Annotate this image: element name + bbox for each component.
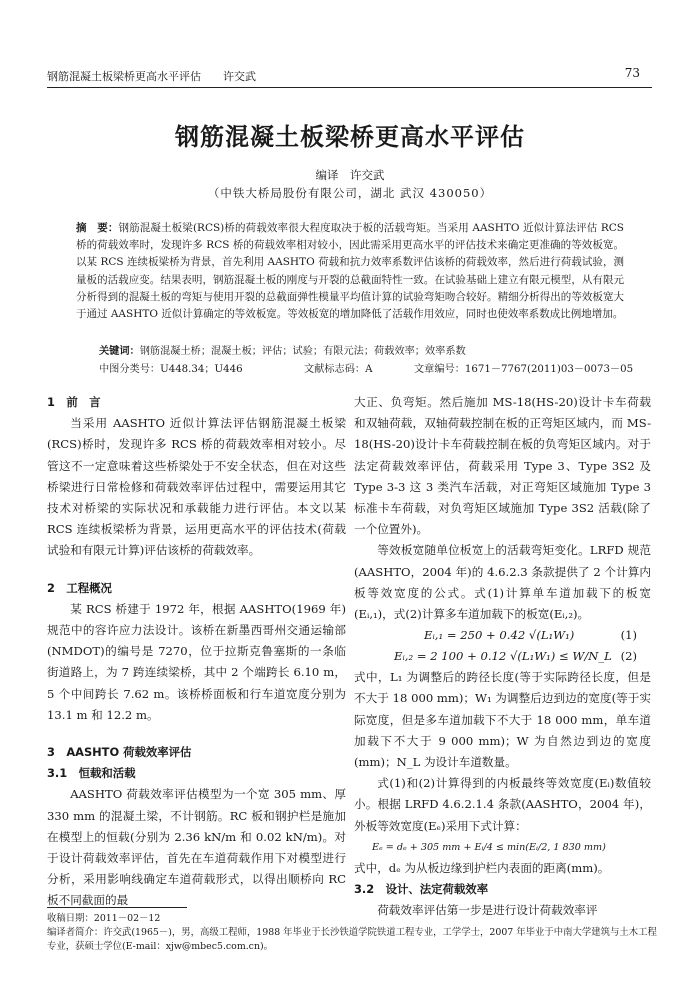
equation-1-number: (1) <box>620 628 637 643</box>
article-number: 文章编号：1671－7767(2011)03－0073－05 <box>414 364 634 375</box>
section-3-1-paragraph: AASHTO 荷载效率评估模型为一个宽 305 mm、厚 330 mm 的混凝土梁，不计钢筋。RC 板和钢护栏是施加在模型上的恒载(分别为 2.36 kN/m 和 0.02 kN/m)。对于设计荷载效率评估，首先在车道荷载作用下对模型进行分析，采用影响线确定车道荷载形式，以得出顺桥向 RC 板不同截面的最 <box>47 787 346 908</box>
equivalent-width-paragraph: 等效板宽随单位板宽上的活载弯矩变化。LRFD 规范(AASHTO，2004 年)的 4.6.2.3 条款提供了 2 个计算内板等效宽度的公式。式(1)计算单车道加载下的板宽(Eᵢ,₁)，式(2)计算多车道加载下的板宽(Eᵢ,₂)。 <box>354 543 651 622</box>
section-3-2-heading: 3.2 设计、法定荷载效率 <box>354 882 489 897</box>
section-3-2-paragraph: 荷载效率评估第一步是进行设计荷载效率评 <box>377 903 598 918</box>
received-date: 收稿日期：2011－02－12 <box>47 913 161 924</box>
footnote-divider <box>47 907 187 908</box>
equation-3-note: 式中，dₑ 为从板边缘到护栏内表面的距离(mm)。 <box>354 860 610 875</box>
footnote <box>47 912 657 954</box>
keywords-text: 钢筋混凝土桥；混凝土板；评估；试验；有限元法；荷载效率；效率系数 <box>139 346 466 357</box>
equation-2-body: Eᵢ,₂ = 2 100 + 0.12 √(L₁W₁) ≤ W/N_L <box>394 649 612 664</box>
clc-number: 中图分类号：U448.34；U446 <box>99 364 243 375</box>
section-1-heading: 1 前 言 <box>47 395 101 409</box>
page-number: 73 <box>624 66 640 80</box>
equation-1 <box>354 625 651 646</box>
author-line: 编译 许交武 <box>315 168 385 182</box>
continued-paragraph: 大正、负弯矩。然后施加 MS-18(HS-20)设计卡车荷载和双轴荷载，双轴荷载控制在板的正弯矩区域内，而 MS-18(HS-20)设计卡车荷载控制在板的负弯矩区域内。对于法定荷载效率评估，荷载采用 Type 3、Type 3S2 及 Type 3-3 这 3 类汽车活载，对正弯矩区域施加 Type 3 标准卡车荷载，对负弯矩区域施加 Type 3S2 活载(除了一个位置外)。 <box>354 395 651 537</box>
left-column <box>47 392 346 912</box>
paper-title: 钢筋混凝土板梁桥更高水平评估 <box>175 122 525 151</box>
section-2-heading: 2 工程概况 <box>47 580 112 595</box>
equation-2-number: (2) <box>620 649 637 664</box>
section-3-1-heading: 3.1 恒载和活载 <box>47 766 136 781</box>
equation-3 <box>354 837 651 858</box>
exterior-width-paragraph: 式(1)和(2)计算得到的内板最终等效宽度(Eᵢ)数值较小。根据 LRFD 4.6.2.1.4 条款(AASHTO，2004 年)，外板等效宽度(Eₑ)采用下式计算： <box>354 776 651 833</box>
abstract-label: 摘 要： <box>76 222 119 234</box>
keywords <box>99 342 624 357</box>
equation-3-body: Eₑ = dₑ + 305 mm + Eᵢ/4 ≤ min(Eᵢ/2, 1 830 mm) <box>372 841 606 853</box>
section-3-heading: 3 AASHTO 荷载效率评估 <box>47 745 192 760</box>
header-divider <box>47 87 652 88</box>
abstract <box>76 220 624 323</box>
running-header-title: 钢筋混凝土板梁桥更高水平评估 许交武 <box>47 70 256 83</box>
document-code: 文献标志码：A <box>304 364 373 375</box>
section-1-paragraph: 当采用 AASHTO 近似计算法评估钢筋混凝土板梁(RCS)桥时，发现许多 RCS 桥的荷载效率相对较小。尽管这不一定意味着这些桥梁处于不安全状态，但在对这些桥梁进行日常检修和荷载效率评估过程中，需要运用其它技术对桥梁的实际状况和承载能力进行评估。本文以某 RCS 连续板梁桥为背景，运用更高水平的评估技术(荷载试验和有限元计算)评估该桥的荷载效率。 <box>47 416 346 558</box>
equation-2 <box>354 646 651 667</box>
abstract-text: 钢筋混凝土板梁(RCS)桥的荷载效率很大程度取决于板的活载弯矩。当采用 AASHTO 近似计算法评估 RCS 桥的荷载效率时，发现许多 RCS 桥的荷载效率相对较小，因此需采用更高水平的评估技术来确定更准确的等效板宽。以某 RCS 连续板梁桥为背景，首先利用 AASHTO 荷载和抗力效率系数评估该桥的荷载效率，然后进行荷载试验，测量板的活载应变。结果表明，钢筋混凝土板的刚度与开裂的总截面特性一致。在试验基础上建立有限元模型，从有限元分析得到的混凝土板的弯矩与使用开裂的总截面弹性模量平均值计算的试验弯矩吻合较好。精细分析得出的等效板宽大于通过 AASHTO 近似计算确定的等效板宽。等效板宽的增加降低了活载作用效应，同时也使效率系数成比例地增加。 <box>76 222 624 321</box>
section-2-paragraph: 某 RCS 桥建于 1972 年，根据 AASHTO(1969 年)规范中的容许应力法设计。该桥在新墨西哥州交通运输部(NMDOT)的编号是 7270，位于拉斯克鲁塞斯的一条临街道路上，为 7 跨连续梁桥，其中 2 个端跨长 6.10 m，5 个中间跨长 7.62 m。该桥桥面板和行车道宽度分别为 13.1 m 和 12.2 m。 <box>47 601 346 722</box>
equation-variables-paragraph: 式中，L₁ 为调整后的跨径长度(等于实际跨径长度，但是不大于 18 000 mm)；W₁ 为调整后边到边的宽度(等于实际宽度，但是多车道加载下不大于 18 000 mm，单车道加载下不大于 9 000 mm)；W 为自然边到边的宽度(mm)；N_L 为设计车道数量。 <box>354 670 651 770</box>
right-column <box>354 392 651 921</box>
keywords-label: 关键词： <box>99 345 140 357</box>
equation-1-body: Eᵢ,₁ = 250 + 0.42 √(L₁W₁) <box>424 628 575 643</box>
affiliation-line: （中铁大桥局股份有限公司，湖北 武汉 430050） <box>207 186 493 200</box>
author-bio: 编译者简介：许交武(1965－)，男，高级工程师，1988 年毕业于长沙铁道学院铁道工程专业，工学学士，2007 年毕业于中南大学建筑与土木工程专业，获硕士学位(E-mail：xjw@mbec5.com.cn)。 <box>47 927 657 952</box>
